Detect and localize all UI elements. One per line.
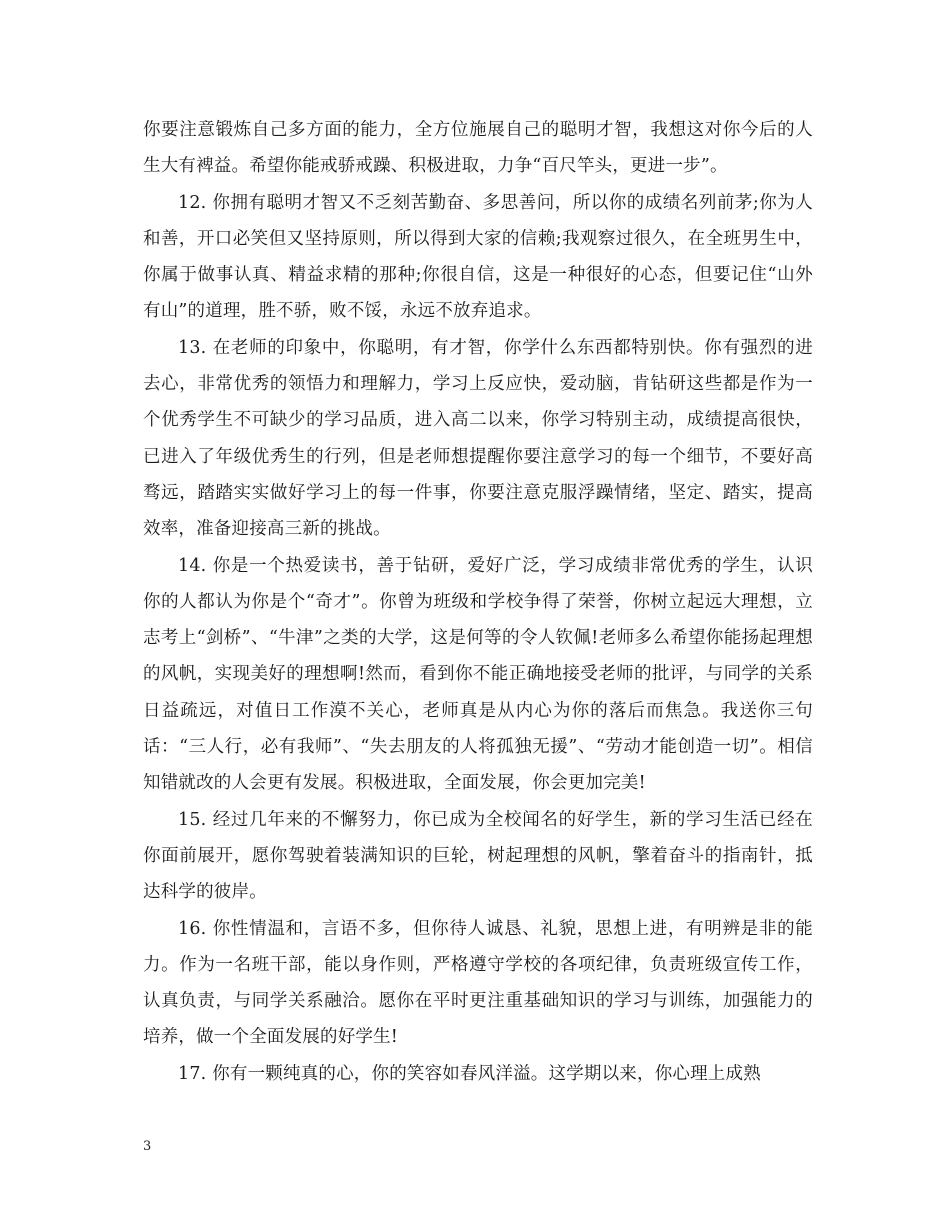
paragraph-continuation: 你要注意锻炼自己多方面的能力，全方位施展自己的聪明才智，我想这对你今后的人生大有裨益。希望你能戒骄戒躁、积极进取，力争“百尺竿头，更进一步”。 [143,120,813,177]
paragraph-item-12: 12. 你拥有聪明才智又不乏刻苦勤奋、多思善问，所以你的成绩名列前茅;你为人和善，开口必笑但又坚持原则，所以得到大家的信赖;我观察过很久，在全班男生中，你属于做事认真、精益求精的那种;你很自信，这是一种很好的心态，但要记住“山外有山”的道理，胜不骄，败不馁，永远不放弃追求。 [143,192,813,322]
document-body [143,112,813,1092]
paragraph-item-14: 14. 你是一个热爱读书，善于钻研，爱好广泛，学习成绩非常优秀的学生，认识你的人都认为你是个“奇才”。你曾为班级和学校争得了荣誉，你树立起远大理想，立志考上“剑桥”、“牛津”之类的大学，这是何等的令人钦佩!老师多么希望你能扬起理想的风帆，实现美好的理想啊!然而，看到你不能正确地接受老师的批评，与同学的关系日益疏远，对值日工作漠不关心，老师真是从内心为你的落后而焦急。我送你三句话：“三人行，必有我师”、“失去朋友的人将孤独无援”、“劳动才能创造一切”。相信知错就改的人会更有发展。积极进取，全面发展，你会更加完美! [143,555,813,794]
page-number: 3 [143,1139,152,1154]
paragraph-item-15: 15. 经过几年来的不懈努力，你已成为全校闻名的好学生，新的学习生活已经在你面前展开，愿你驾驶着装满知识的巨轮，树起理想的风帆，擎着奋斗的指南针，抵达科学的彼岸。 [143,809,813,903]
paragraph-item-16: 16. 你性情温和，言语不多，但你待人诚恳、礼貌，思想上进，有明辨是非的能力。作为一名班干部，能以身作则，严格遵守学校的各项纪律，负责班级宣传工作，认真负责，与同学关系融洽。愿你在平时更注重基础知识的学习与训练，加强能力的培养，做一个全面发展的好学生! [143,918,813,1048]
paragraph-item-13: 13. 在老师的印象中，你聪明，有才智，你学什么东西都特别快。你有强烈的进去心，非常优秀的领悟力和理解力，学习上反应快，爱动脑，肯钻研这些都是作为一个优秀学生不可缺少的学习品质，进入高二以来，你学习特别主动，成绩提高很快，已进入了年级优秀生的行列，但是老师想提醒你要注意学习的每一个细节，不要好高骛远，踏踏实实做好学习上的每一件事，你要注意克服浮躁情绪，坚定、踏实，提高效率，准备迎接高三新的挑战。 [143,337,813,540]
paragraph-item-17: 17. 你有一颗纯真的心，你的笑容如春风洋溢。这学期以来，你心理上成熟 [178,1063,761,1084]
